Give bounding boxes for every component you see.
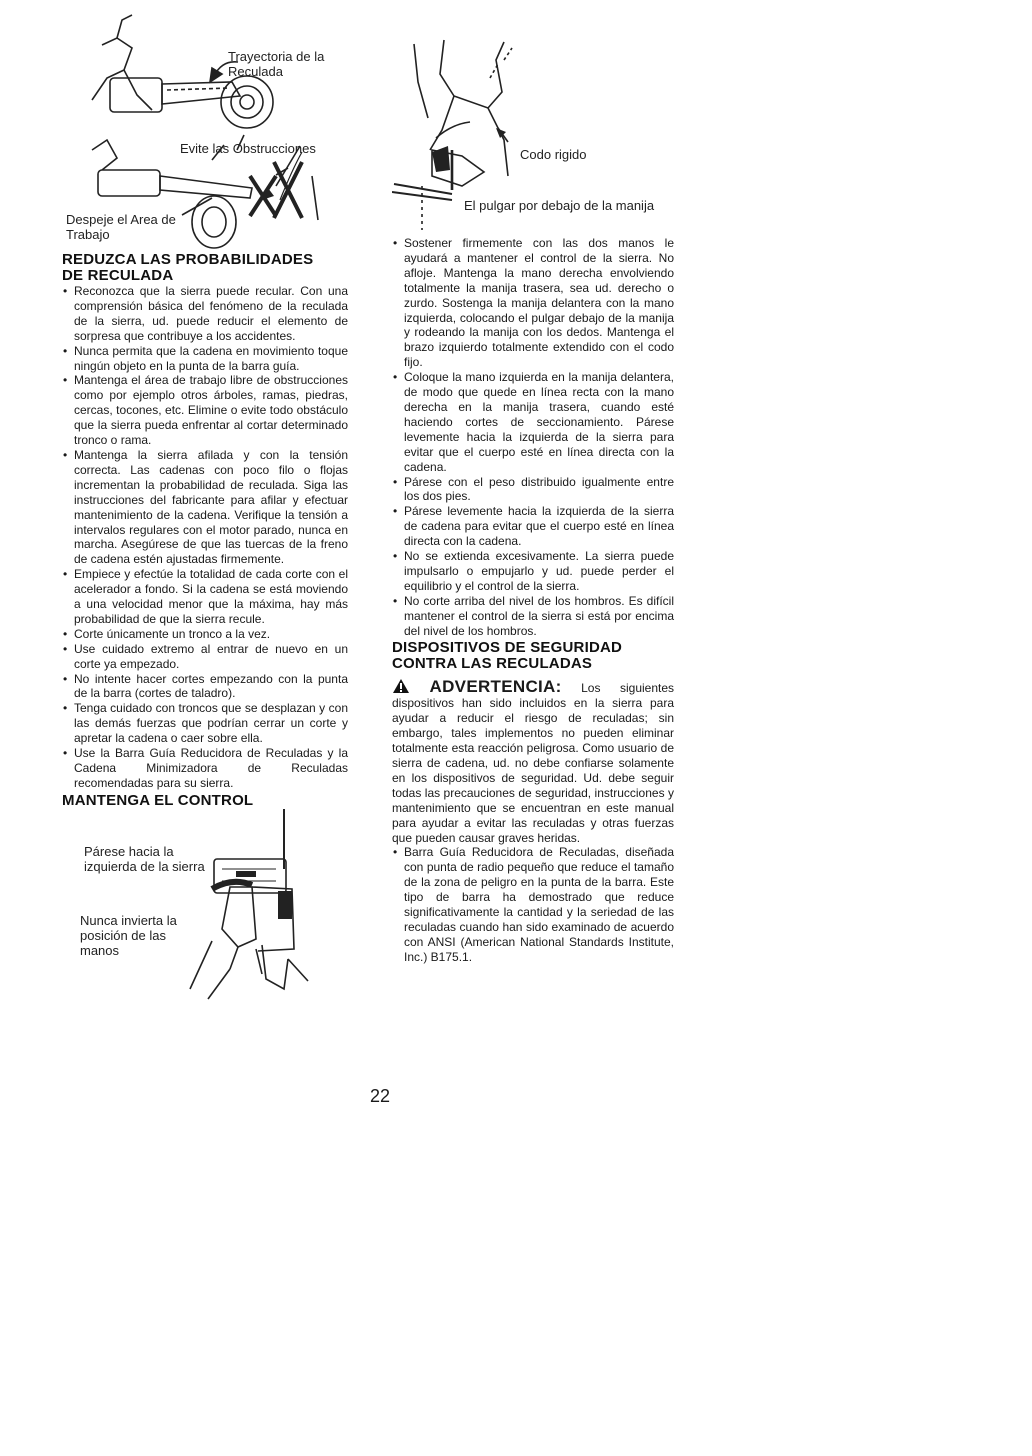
list-item: • Tenga cuidado con troncos que se desplazan y con las demás fuerzas que podrían cerrar un corte y apretar la cadena o caer sobre ella. <box>62 701 348 746</box>
right-column <box>392 0 674 965</box>
list-item: • Mantenga la sierra afilada y con la tensión correcta. Las cadenas con poco filo o flojas incrementan la probabilidad de reculada. Siga las instrucciones del fabricante para afilar y efectuar mantenimiento de la cadena. Verifique la tensión a intervalos regulares con el motor parado, nunca en marcha. Asegúrese de que las tuercas de la freno de cadena estén ajustadas firmemente. <box>62 448 348 567</box>
elbow-label: Codo rigido <box>520 147 587 162</box>
safety-devices-bullet-list <box>392 845 674 964</box>
list-item: • Nunca permita que la cadena en movimiento toque ningún objeto en la punta de la barra guía. <box>62 344 348 374</box>
kickback-figure <box>62 0 348 258</box>
list-item: • Empiece y efectúe la totalidad de cada corte con el acelerador a fondo. Si la cadena se está moviendo a una velocidad menor que la máxima, hay más probabilidad de que la sierra recule. <box>62 567 348 627</box>
control-bullet-list <box>392 236 674 638</box>
list-item: • Barra Guía Reducidora de Reculadas, diseñada con punta de radio pequeño que reduce el tamaño de la zona de peligro en la punta de la barra. Este tipo de barra ha demostrado que reduce significativamente la cantidad y la seriedad de las reculadas cuando han sido examinado de acuerdo con ANSI (American National Standards Institute, Inc.) B175.1. <box>392 845 674 964</box>
list-item: • Sostener firmemente con las dos manos le ayudará a mantener el control de la sierra. No afloje. Mantenga la mano derecha envolviendo totalmente la manija trasera, sea ud. derecho o zurdo. Sostenga la manija delantera con la mano izquierda, colocando el pulgar debajo de la manija y rodeando la manija con los dedos. Mantenga el brazo izquierdo totalmente extendido con el codo fijo. <box>392 236 674 370</box>
warning-triangle-icon <box>392 678 410 694</box>
section-heading-safety-devices <box>392 640 674 672</box>
heading-line-2: CONTRA LAS RECULADAS <box>392 655 593 673</box>
list-item: • Corte únicamente un tronco a la vez. <box>62 627 348 642</box>
list-item: • Mantenga el área de trabajo libre de obstrucciones como por ejemplo otros árboles, ramas, piedras, cercas, tocones, etc. Elimine o evite todo obstáculo que la sierra pueda enfrentar al cortar determinado tronco o rama. <box>62 373 348 448</box>
page-number: 22 <box>370 1086 391 1106</box>
heading-line-1: DISPOSITIVOS DE SEGURIDAD <box>392 639 623 657</box>
thumb-label: El pulgar por debajo de la manija <box>464 198 655 213</box>
stand-left-label: Párese hacia la izquierda de la sierra <box>84 843 205 874</box>
kickback-bullet-list <box>62 284 348 791</box>
grip-figure <box>392 0 674 234</box>
warning-text: Los siguientes dispositivos han sido incluidos en la sierra para ayudar a reducir el riesgo de reculadas; sin embargo, tales implementos no pueden eliminar totalmente esta reacción peligrosa. Como usuario de sierra de cadena, ud. no debe confiarse solamente en los dispositivos de seguridad. Ud. debe seguir todas las precauciones de seguridad, instrucciones y mantenimiento que se encuentran en este manual para ayudar a evitar las reculadas y otras fuerzas que pueden causar graves heridas. <box>392 681 675 845</box>
list-item: • No intente hacer cortes empezando con la punta de la barra (cortes de taladro). <box>62 672 348 702</box>
left-column <box>62 0 348 1001</box>
section-heading-control: MANTENGA EL CONTROL <box>62 791 254 809</box>
list-item: • Párese levemente hacia la izquierda de la sierra de cadena para evitar que el cuerpo esté en línea directa con la cadena. <box>392 504 674 549</box>
list-item: • Coloque la mano izquierda en la manija delantera, de modo que quede en línea recta con la mano derecha en la manija trasera, cuando esté haciendo cortes de seccionamiento. Párese levemente hacia la izquierda de la sierra para evitar que el cuerpo esté en línea directa con la cadena. <box>392 370 674 474</box>
list-item: • No corte arriba del nivel de los hombros. Es difícil mantener el control de la sierra si está por encima del nivel de los hombros. <box>392 594 674 639</box>
warning-title: ADVERTENCIA: <box>429 677 562 697</box>
never-reverse-hands-label: Nunca invierta la posición de las manos <box>80 912 177 958</box>
warning-paragraph <box>392 678 674 845</box>
heading-line-1: REDUZCA LAS PROBABILIDADES <box>62 251 314 268</box>
list-item: • Reconozca que la sierra puede recular. Con una comprensión básica del fenómeno de la reculada de la sierra, ud. puede reducir el elemento de sorpresa que contribuye a los accidentes. <box>62 284 348 344</box>
control-figure <box>62 809 348 1001</box>
list-item: • Use cuidado extremo al entrar de nuevo en un corte ya empezado. <box>62 642 348 672</box>
clear-area-label: Despeje el Area de Trabajo <box>66 212 176 242</box>
hands-on-saw-illustration <box>62 809 348 1001</box>
list-item: • Párese con el peso distribuido igualmente entre los dos pies. <box>392 475 674 505</box>
list-item: • Use la Barra Guía Reducidora de Reculadas y la Cadena Minimizadora de Reculadas recomendadas para su sierra. <box>62 746 348 791</box>
list-item: • No se extienda excesivamente. La sierra puede impulsarlo o empujarlo y ud. puede perder el equilibrio y el control de la sierra. <box>392 549 674 594</box>
heading-line-2: DE RECULADA <box>62 267 174 284</box>
obstructions-label: Evite las Obstrucciones <box>180 141 316 156</box>
kickback-path-label: Trayectoria de la Reculada <box>228 49 325 79</box>
